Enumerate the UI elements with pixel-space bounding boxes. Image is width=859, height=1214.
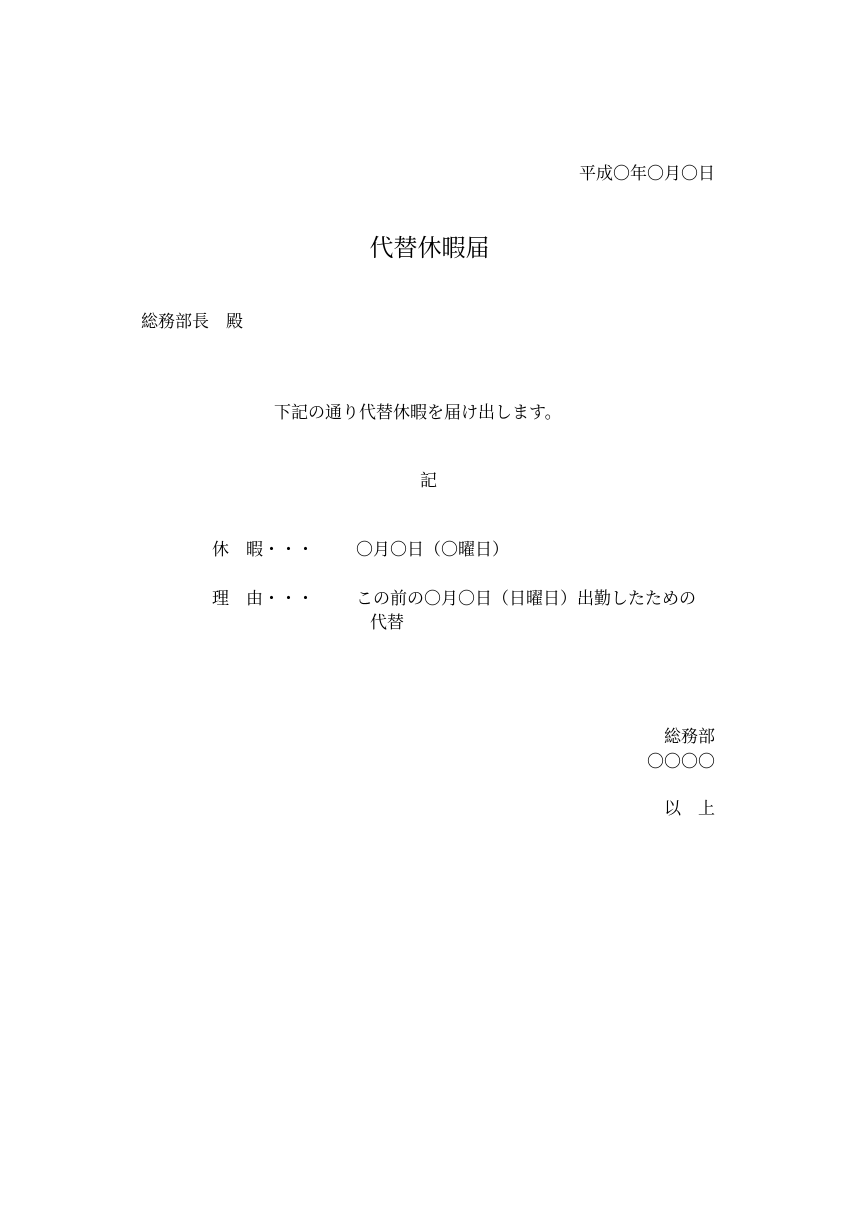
leave-value: 〇月〇日（〇曜日） (356, 540, 509, 560)
applicant-name: 〇〇〇〇 (647, 752, 715, 772)
reason-value-continued: 代替 (370, 613, 404, 633)
department: 総務部 (664, 727, 715, 747)
reason-value: この前の〇月〇日（日曜日）出勤したための (356, 589, 696, 609)
closing-text: 以 上 (664, 799, 715, 819)
intro-text: 下記の通り代替休暇を届け出します。 (274, 403, 562, 423)
document-title: 代替休暇届 (369, 234, 490, 262)
leave-label: 休 暇・・・ (212, 540, 314, 560)
reason-label: 理 由・・・ (212, 589, 314, 609)
ki-heading: 記 (420, 471, 437, 491)
document-date: 平成〇年〇月〇日 (579, 164, 715, 184)
addressee: 総務部長 殿 (141, 312, 243, 332)
